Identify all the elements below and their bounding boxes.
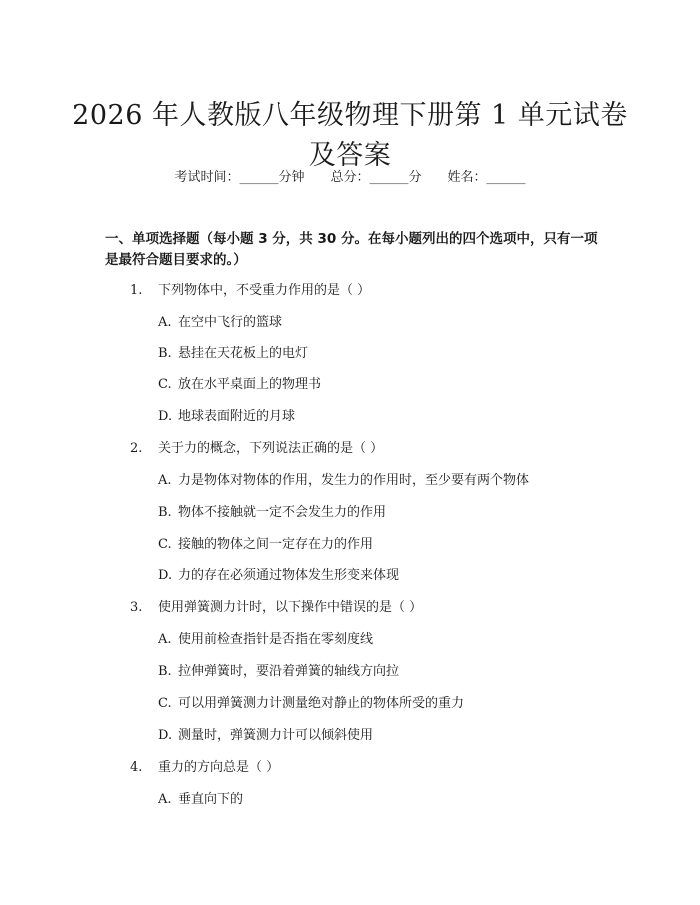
- option-label: B.: [158, 505, 172, 520]
- question-number: 4.: [130, 760, 143, 775]
- option-label: A.: [158, 792, 172, 807]
- question-2-option-b: [158, 503, 386, 523]
- question-text: 关于力的概念，下列说法正确的是（ ）: [158, 441, 384, 456]
- option-text: 力是物体对物体的作用，发生力的作用时，至少要有两个物体: [178, 473, 530, 488]
- option-text: 力的存在必须通过物体发生形变来体现: [178, 568, 400, 583]
- question-text: 下列物体中，不受重力作用的是（ ）: [158, 283, 371, 298]
- question-number: 2.: [130, 441, 143, 456]
- question-2-option-a: [158, 471, 529, 491]
- option-text: 可以用弹簧测力计测量绝对静止的物体所受的重力: [178, 696, 465, 711]
- option-label: A.: [158, 473, 172, 488]
- option-label: B.: [158, 346, 172, 361]
- option-text: 悬挂在天花板上的电灯: [178, 346, 309, 361]
- section-heading-line-2: 是最符合题目要求的。）: [105, 252, 247, 268]
- section-heading-line-1: 一、单项选择题（每小题 3 分，共 30 分。在每小题列出的四个选项中，只有一项: [105, 231, 598, 247]
- option-text: 拉伸弹簧时，要沿着弹簧的轴线方向拉: [178, 664, 400, 679]
- option-text: 在空中飞行的篮球: [178, 315, 283, 330]
- question-1-option-b: [158, 344, 308, 364]
- question-3-option-d: [158, 726, 373, 746]
- title-line-2: 及答案: [308, 140, 392, 172]
- question-2-option-c: [158, 535, 373, 555]
- question-3-option-a: [158, 630, 373, 650]
- option-label: C.: [158, 537, 172, 552]
- exam-time-field: 考试时间：______分钟: [174, 170, 305, 185]
- question-text: 使用弹簧测力计时，以下操作中错误的是（ ）: [158, 600, 423, 615]
- question-3: [130, 598, 422, 618]
- option-label: A.: [158, 315, 172, 330]
- title-line-1: 2026 年人教版八年级物理下册第 1 单元试卷: [72, 100, 628, 132]
- question-number: 3.: [130, 600, 143, 615]
- question-3-option-c: [158, 694, 464, 714]
- option-label: D.: [158, 568, 173, 583]
- document-title: [70, 96, 630, 176]
- option-text: 接触的物体之间一定存在力的作用: [178, 537, 374, 552]
- option-label: A.: [158, 632, 172, 647]
- option-text: 地球表面附近的月球: [178, 409, 296, 424]
- option-label: B.: [158, 664, 172, 679]
- option-label: D.: [158, 728, 173, 743]
- option-label: D.: [158, 409, 173, 424]
- exam-name-field: 姓名：______: [447, 170, 526, 185]
- exam-score-field: 总分：______分: [330, 170, 422, 185]
- question-1-option-c: [158, 375, 321, 395]
- option-text: 放在水平桌面上的物理书: [178, 377, 322, 392]
- question-2: [130, 439, 383, 459]
- question-1-option-a: [158, 313, 282, 333]
- option-text: 物体不接触就一定不会发生力的作用: [178, 505, 387, 520]
- option-label: C.: [158, 377, 172, 392]
- question-3-option-b: [158, 662, 399, 682]
- option-text: 使用前检查指针是否指在零刻度线: [178, 632, 374, 647]
- question-1: [130, 281, 370, 301]
- question-4: [130, 758, 279, 778]
- question-4-option-a: [158, 790, 243, 810]
- question-number: 1.: [130, 283, 143, 298]
- option-label: C.: [158, 696, 172, 711]
- question-2-option-d: [158, 566, 399, 586]
- question-1-option-d: [158, 407, 295, 427]
- section-heading-single-choice: [105, 229, 605, 271]
- question-text: 重力的方向总是（ ）: [158, 760, 280, 775]
- option-text: 垂直向下的: [178, 792, 244, 807]
- option-text: 测量时，弹簧测力计可以倾斜使用: [178, 728, 374, 743]
- exam-meta: [0, 168, 700, 188]
